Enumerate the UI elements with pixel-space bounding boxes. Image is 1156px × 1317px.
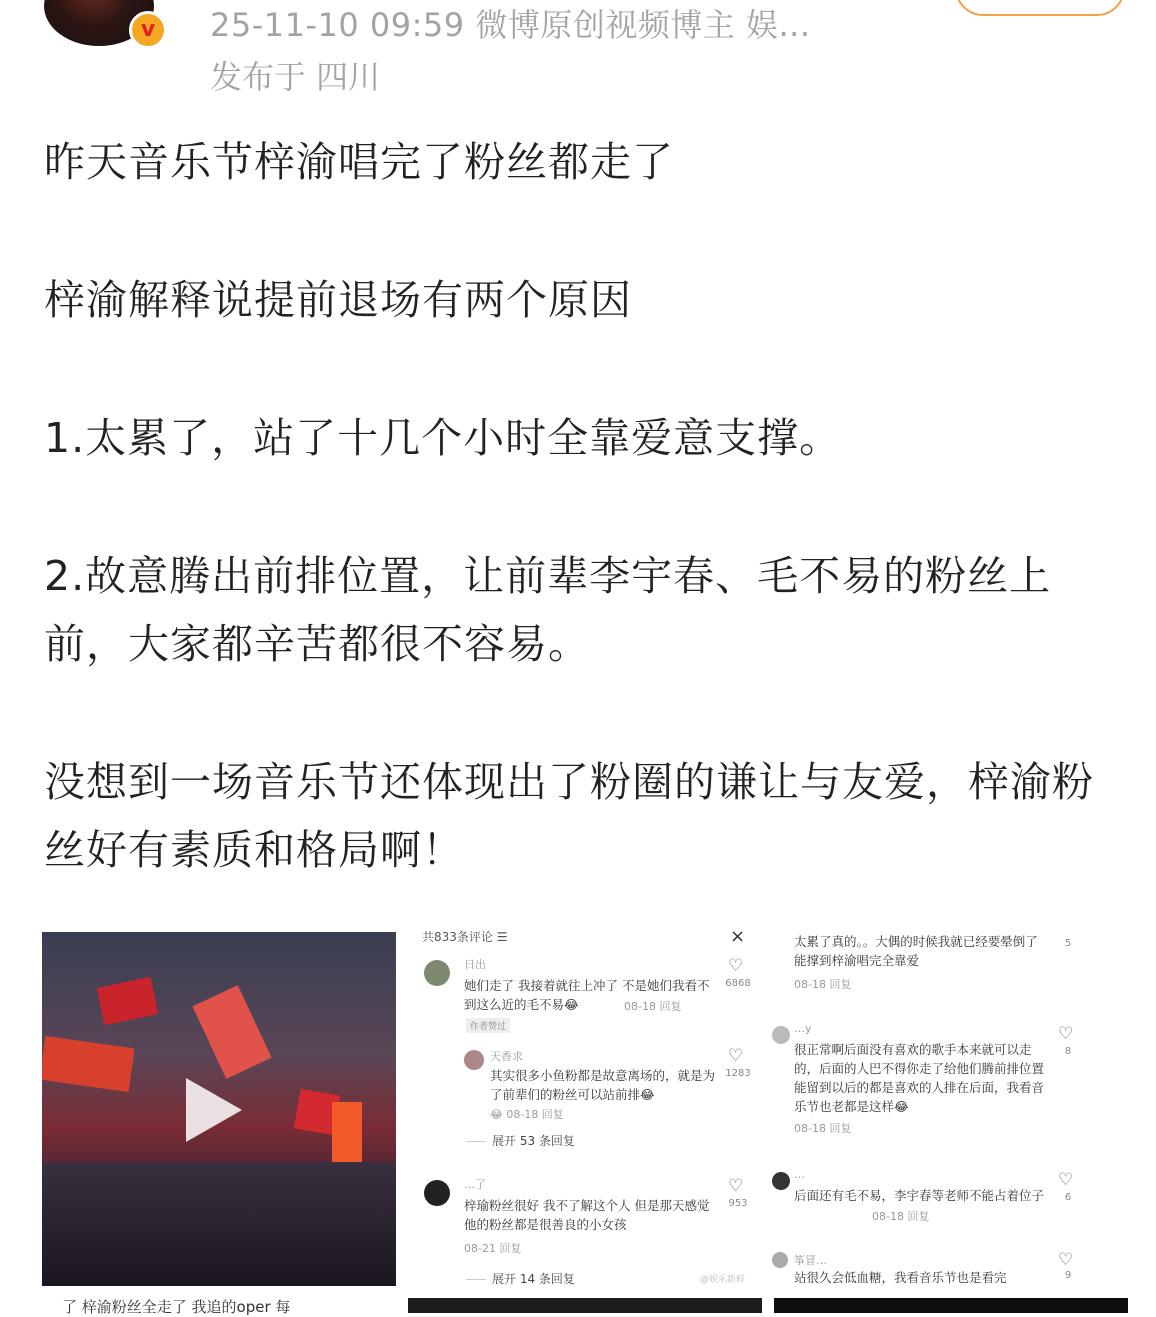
comment-date: 08-18 回复 — [872, 1210, 930, 1223]
like-count: 6868 — [725, 978, 751, 989]
heart-icon[interactable]: ♡ — [728, 1176, 744, 1196]
avatar — [772, 1252, 788, 1268]
post-paragraph: 1.太累了，站了十几个小时全靠爱意支撑。 — [44, 414, 842, 462]
post-paragraph: 2.故意腾出前排位置，让前辈李宇春、毛不易的粉丝上前，大家都辛苦都很不容易。 — [44, 552, 1052, 668]
comment-author: 筝冒… — [794, 1254, 827, 1267]
like-count: 8 — [1064, 1046, 1072, 1057]
media-thumbnail[interactable] — [408, 1298, 762, 1313]
avatar — [772, 1026, 790, 1044]
follow-button[interactable] — [955, 0, 1125, 16]
post-paragraph: 没想到一场音乐节还体现出了粉圈的谦让与友爱，梓渝粉丝好有素质和格局啊！ — [44, 758, 1094, 874]
comment-author: …y — [794, 1022, 812, 1035]
heart-icon[interactable]: ♡ — [1058, 1250, 1074, 1270]
comment-date: 08-18 回复 — [624, 1000, 682, 1013]
play-icon[interactable] — [186, 1078, 242, 1142]
video-caption: 了 梓渝粉丝全走了 我追的oper 每 — [62, 1298, 291, 1316]
comment-author: 日出 — [464, 958, 486, 971]
post-location: 发布于 四川 — [210, 58, 381, 96]
like-count: 1283 — [725, 1068, 751, 1079]
like-count: 9 — [1064, 1270, 1072, 1281]
list-item — [772, 1022, 1128, 1142]
heart-icon[interactable]: ♡ — [728, 1046, 744, 1066]
avatar — [424, 1180, 450, 1206]
expand-replies-button[interactable]: 展开 53 条回复 — [466, 1132, 575, 1149]
list-item — [410, 1176, 765, 1256]
comment-date: 08-21 回复 — [464, 1242, 522, 1255]
list-item — [772, 1252, 1128, 1286]
list-item — [772, 1168, 1128, 1228]
avatar — [464, 1050, 484, 1070]
comment-date: 08-18 回复 — [794, 1122, 852, 1135]
heart-icon[interactable]: ♡ — [728, 956, 744, 976]
post-header — [0, 0, 1156, 110]
comment-date: 08-18 回复 — [794, 978, 852, 991]
heart-icon[interactable]: ♡ — [1058, 1170, 1074, 1190]
author-liked-tag: 作者赞过 — [466, 1018, 510, 1033]
like-count: 6 — [1064, 1192, 1072, 1203]
comment-text: 梓瑜粉丝很好 我不了解这个人 但是那天感觉他的粉丝都是很善良的小女孩 — [464, 1198, 710, 1232]
comment-date: 😂 08-18 回复 — [490, 1108, 564, 1121]
list-item — [772, 932, 1128, 1002]
comment-author: 天香求 — [490, 1050, 523, 1063]
comment-author: … — [794, 1168, 805, 1181]
comment-text: 后面还有毛不易，李宇春等老师不能占着位子 — [794, 1188, 1045, 1203]
comment-count: 共833条评论 ☰ — [422, 930, 508, 944]
verified-badge-icon: v — [129, 11, 167, 49]
comment-text: 很正常啊后面没有喜欢的歌手本来就可以走的，后面的人巴不得你走了给他们腾前排位置能留到以后的都是喜欢的人排在后面，我看音乐节也老都是这样😂 — [794, 1042, 1045, 1114]
comment-text: 她们走了 我接着就往上冲了 不是她们我看不到这么近的毛不易😂 — [464, 978, 710, 1012]
comment-screenshot[interactable] — [772, 926, 1128, 1286]
expand-replies-button[interactable]: 展开 14 条回复 — [466, 1270, 575, 1287]
like-count: 5 — [1064, 938, 1072, 949]
list-item — [410, 956, 765, 1046]
comment-text: 站很久会低血糖，我看音乐节也是看完 — [794, 1270, 1007, 1285]
avatar — [424, 960, 450, 986]
post-meta: 25-11-10 09:59 微博原创视频博主 娱... — [210, 6, 811, 44]
comment-text: 太累了真的。。大偶的时候我就已经要晕倒了 能撑到梓渝唱完全靠爱 — [794, 934, 1038, 968]
comment-screenshot[interactable] — [410, 926, 765, 1286]
comment-author: …了 — [464, 1178, 486, 1191]
list-item — [410, 1046, 765, 1126]
like-count: 953 — [728, 1198, 748, 1209]
post-paragraph: 梓渝解释说提前退场有两个原因 — [44, 276, 632, 324]
post-paragraph: 昨天音乐节梓渝唱完了粉丝都走了 — [44, 138, 674, 186]
media-thumbnail[interactable] — [774, 1298, 1128, 1313]
avatar — [772, 1172, 790, 1190]
heart-icon[interactable]: ♡ — [1058, 1024, 1074, 1044]
watermark: @娱乐新鲜 — [700, 1275, 746, 1285]
close-icon: × — [730, 926, 746, 947]
comment-text: 其实很多小鱼粉都是故意离场的，就是为了前辈们的粉丝可以站前排😂 — [490, 1068, 716, 1102]
